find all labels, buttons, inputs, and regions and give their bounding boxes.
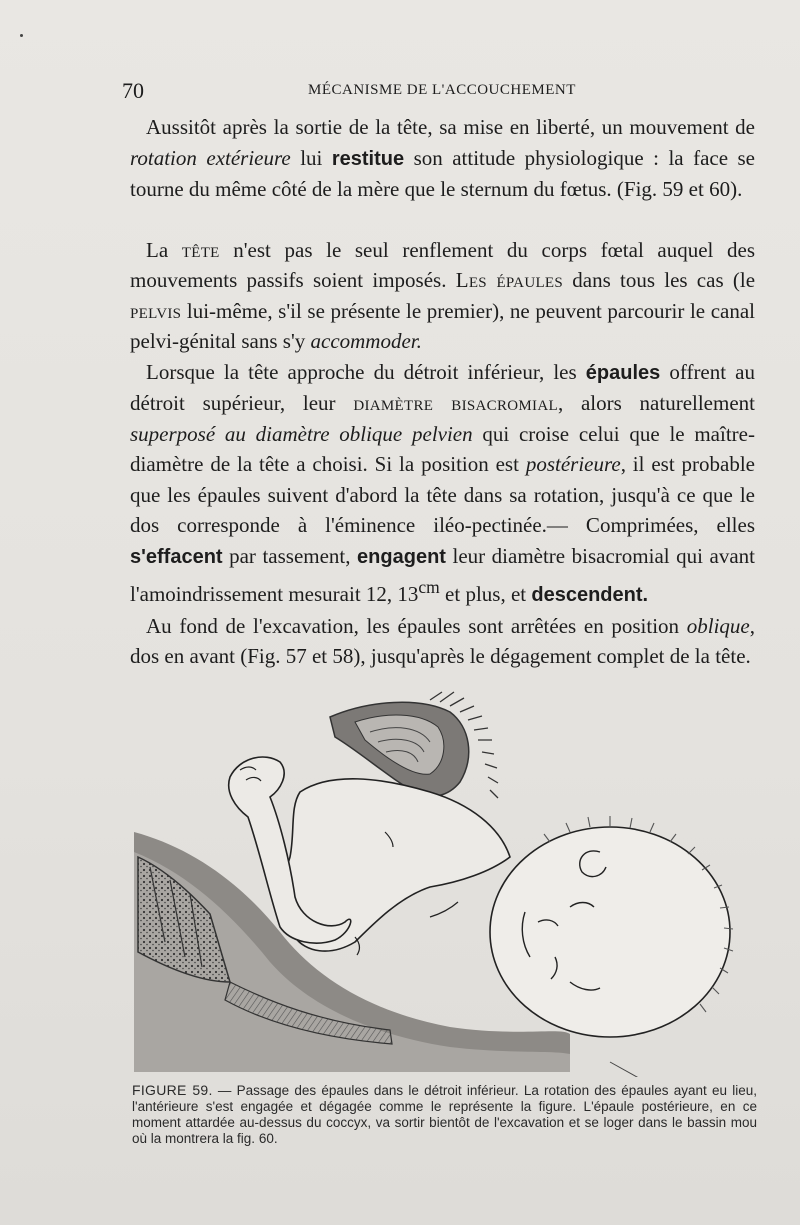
leader-line — [610, 1062, 655, 1077]
text-span: , alors naturellement — [557, 391, 755, 415]
text-bold: descendent. — [531, 584, 649, 606]
figure-59-illustration — [130, 682, 770, 1077]
text-span: Aussitôt après la sortie de la tête, sa mise en liberté, un mouvement de — [146, 115, 755, 139]
text-bold: épaules — [585, 361, 661, 384]
text-span: lui — [290, 145, 332, 170]
text-span: offrent au détroit supérieur, leur — [130, 359, 755, 415]
text-span: qui croise celui que le maître-diamètre de la tête a choisi. Si la position est — [130, 421, 755, 476]
text-bold: engagent — [357, 545, 446, 568]
page-number: 70 — [122, 78, 144, 103]
body-text — [130, 112, 755, 672]
text-span: lui-même, s'il se présente le premier), ne peuvent parcourir le canal pelvi-génital sans s'y — [130, 298, 755, 353]
text-bold: s'effacent — [130, 545, 223, 568]
text-span: La — [146, 237, 182, 262]
running-title: MÉCANISME DE L'ACCOUCHEMENT — [308, 82, 576, 98]
text-span: son attitude physiologique : la face se tourne du même côté de la mère que le sternum du fœtus. (Fig. 59 et 60). — [130, 145, 755, 201]
text-italic: oblique — [686, 613, 750, 638]
text-smallcaps: tête — [181, 237, 220, 262]
text-smallcaps: Les épaules — [455, 268, 564, 292]
text-span: et plus, et — [439, 582, 532, 606]
text-span: Lorsque la tête approche du détroit inférieur, les — [146, 359, 586, 384]
text-span: , dos en avant (Fig. 57 et 58), jusqu'après le dégagement complet de la tête. — [130, 613, 755, 668]
page-speck — [20, 34, 23, 37]
text-italic: rotation extérieure — [130, 145, 291, 170]
text-span: Au fond de l'excavation, les épaules sont arrêtées en position — [146, 613, 687, 638]
text-italic: accommoder. — [310, 329, 422, 353]
text-superscript: cm — [418, 577, 440, 597]
text-span: n'est pas le seul renflement du corps fœtal auquel des mouvements passifs soient imposés. — [130, 237, 755, 292]
page-header — [122, 78, 762, 106]
paragraph-3 — [130, 357, 755, 611]
text-smallcaps: pelvis — [130, 298, 182, 323]
fetus-head — [490, 827, 730, 1037]
paragraph-4 — [130, 611, 755, 672]
paragraph-2 — [130, 235, 755, 357]
text-span: leur diamètre bisacromial qui avant l'amoindrissement mesurait 12, 13 — [130, 543, 755, 606]
text-span: dans tous les cas (le — [563, 268, 756, 292]
text-span: par tassement, — [222, 543, 358, 568]
caption-label: FIGURE 59. — [132, 1082, 213, 1098]
text-bold: restitue — [331, 147, 405, 170]
figure-caption — [132, 1082, 757, 1147]
paragraph-1 — [130, 112, 755, 205]
text-italic: superposé au diamètre oblique pelvien — [130, 421, 473, 446]
figure-drawing — [130, 682, 770, 1077]
text-smallcaps: diamètre bisacromial — [353, 391, 558, 415]
text-span: , il est probable que les épaules suivent d'abord la tête dans sa rotation, jusqu'à ce que le dos corresponde à l'éminence iléo-pectinée.— Comprimées, elles — [130, 452, 755, 537]
caption-text: — Passage des épaules dans le détroit inférieur. La rotation des épaules ayant eu lieu, l'antérieure s'est engagée et dégagée comme le représente la figure. L'épaule postérieure, en ce moment attardée au-dessus du coccyx, va sortir bientôt de l'excavation et se loger dans le bassin mou où la montrera la fig. 60. — [132, 1083, 758, 1146]
text-italic: postérieure — [525, 452, 621, 476]
